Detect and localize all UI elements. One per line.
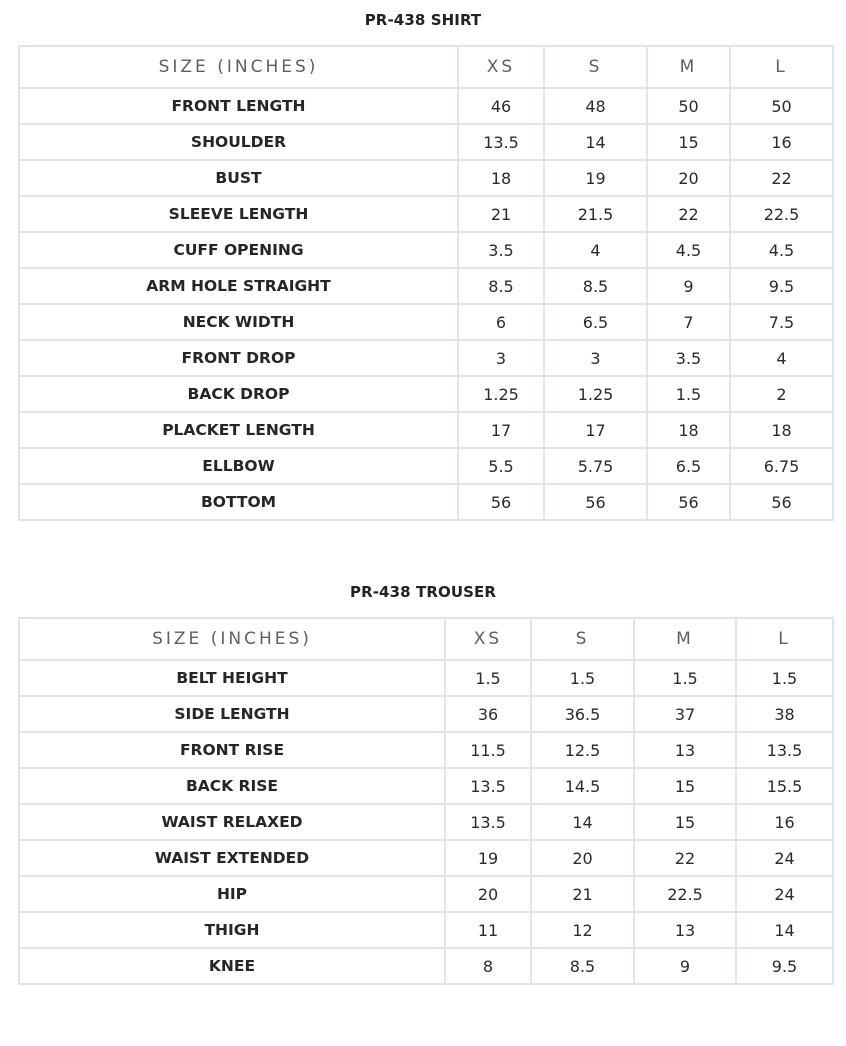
measurement-value-xs: 11.5 [445, 732, 531, 768]
measurement-value-xs: 11 [445, 912, 531, 948]
measurement-value-m: 56 [647, 484, 730, 520]
measurement-label: HIP [19, 876, 445, 912]
shirt-size-chart-title: PR-438 SHIRT [364, 11, 482, 29]
measurement-label: FRONT RISE [19, 732, 445, 768]
measurement-value-m: 22.5 [634, 876, 736, 912]
measurement-value-m: 1.5 [634, 660, 736, 696]
trouser-size-table [18, 617, 834, 985]
measurement-label: WAIST EXTENDED [19, 840, 445, 876]
measurement-value-l: 38 [736, 696, 833, 732]
measurement-label: PLACKET LENGTH [19, 412, 458, 448]
measurement-value-l: 16 [730, 124, 833, 160]
measurement-value-l: 18 [730, 412, 833, 448]
measurement-value-s: 5.75 [544, 448, 647, 484]
measurement-value-s: 20 [531, 840, 634, 876]
measurement-value-xs: 1.25 [458, 376, 544, 412]
measurement-value-s: 1.25 [544, 376, 647, 412]
measurement-value-m: 50 [647, 88, 730, 124]
measurement-value-m: 4.5 [647, 232, 730, 268]
measurement-label: ELLBOW [19, 448, 458, 484]
measurement-value-s: 3 [544, 340, 647, 376]
measurement-label: WAIST RELAXED [19, 804, 445, 840]
measurement-value-xs: 36 [445, 696, 531, 732]
size-header-m: M [634, 618, 736, 660]
measurement-value-xs: 18 [458, 160, 544, 196]
measurement-value-s: 56 [544, 484, 647, 520]
measurement-value-s: 21.5 [544, 196, 647, 232]
measurement-value-xs: 8.5 [458, 268, 544, 304]
measurement-label: BACK RISE [19, 768, 445, 804]
measurement-value-m: 1.5 [647, 376, 730, 412]
measurement-value-xs: 3 [458, 340, 544, 376]
table-row [19, 912, 833, 948]
measurement-label: BACK DROP [19, 376, 458, 412]
measurement-value-l: 22.5 [730, 196, 833, 232]
table-row [19, 948, 833, 984]
table-row [19, 660, 833, 696]
measurement-value-xs: 13.5 [458, 124, 544, 160]
measurement-value-xs: 5.5 [458, 448, 544, 484]
measurement-value-m: 22 [647, 196, 730, 232]
table-row [19, 876, 833, 912]
trouser-size-chart-title: PR-438 TROUSER [349, 583, 497, 601]
table-row [19, 768, 833, 804]
table-header-row [19, 618, 833, 660]
measurement-label: BUST [19, 160, 458, 196]
measurement-value-s: 4 [544, 232, 647, 268]
measurement-value-s: 1.5 [531, 660, 634, 696]
measurement-label: KNEE [19, 948, 445, 984]
measurement-value-l: 9.5 [730, 268, 833, 304]
measurement-value-s: 8.5 [531, 948, 634, 984]
size-header-s: S [544, 46, 647, 88]
measurement-value-s: 14 [544, 124, 647, 160]
measurement-value-l: 4 [730, 340, 833, 376]
measurement-value-s: 14 [531, 804, 634, 840]
measurement-value-xs: 17 [458, 412, 544, 448]
measurement-value-m: 15 [634, 804, 736, 840]
table-row [19, 840, 833, 876]
measurement-value-m: 13 [634, 912, 736, 948]
measurement-value-l: 15.5 [736, 768, 833, 804]
measurement-value-s: 14.5 [531, 768, 634, 804]
measurement-value-s: 12.5 [531, 732, 634, 768]
size-header-m: M [647, 46, 730, 88]
measurement-label: FRONT LENGTH [19, 88, 458, 124]
measurement-label: SLEEVE LENGTH [19, 196, 458, 232]
measurement-value-xs: 13.5 [445, 804, 531, 840]
measurement-value-l: 24 [736, 876, 833, 912]
measurement-value-l: 9.5 [736, 948, 833, 984]
table-row [19, 732, 833, 768]
measurement-value-xs: 3.5 [458, 232, 544, 268]
size-header-xs: XS [445, 618, 531, 660]
size-header-s: S [531, 618, 634, 660]
measurement-value-m: 3.5 [647, 340, 730, 376]
measurement-value-m: 22 [634, 840, 736, 876]
measurement-value-xs: 1.5 [445, 660, 531, 696]
size-column-header: SIZE (INCHES) [19, 46, 458, 88]
measurement-value-m: 15 [634, 768, 736, 804]
measurement-value-xs: 21 [458, 196, 544, 232]
measurement-value-m: 15 [647, 124, 730, 160]
size-column-header: SIZE (INCHES) [19, 618, 445, 660]
measurement-value-s: 36.5 [531, 696, 634, 732]
measurement-value-l: 16 [736, 804, 833, 840]
measurement-value-m: 20 [647, 160, 730, 196]
measurement-value-xs: 13.5 [445, 768, 531, 804]
measurement-value-s: 19 [544, 160, 647, 196]
measurement-label: CUFF OPENING [19, 232, 458, 268]
measurement-value-s: 8.5 [544, 268, 647, 304]
measurement-label: BOTTOM [19, 484, 458, 520]
measurement-value-l: 14 [736, 912, 833, 948]
measurement-value-m: 7 [647, 304, 730, 340]
measurement-value-l: 6.75 [730, 448, 833, 484]
measurement-value-l: 13.5 [736, 732, 833, 768]
measurement-value-xs: 20 [445, 876, 531, 912]
measurement-value-xs: 6 [458, 304, 544, 340]
measurement-value-xs: 19 [445, 840, 531, 876]
measurement-value-s: 6.5 [544, 304, 647, 340]
measurement-label: THIGH [19, 912, 445, 948]
measurement-value-m: 13 [634, 732, 736, 768]
measurement-label: FRONT DROP [19, 340, 458, 376]
measurement-value-l: 56 [730, 484, 833, 520]
measurement-value-xs: 56 [458, 484, 544, 520]
table-row [19, 696, 833, 732]
measurement-value-m: 9 [634, 948, 736, 984]
measurement-value-m: 6.5 [647, 448, 730, 484]
measurement-value-s: 12 [531, 912, 634, 948]
measurement-value-m: 9 [647, 268, 730, 304]
measurement-value-s: 17 [544, 412, 647, 448]
measurement-value-s: 48 [544, 88, 647, 124]
measurement-value-s: 21 [531, 876, 634, 912]
measurement-label: ARM HOLE STRAIGHT [19, 268, 458, 304]
measurement-value-l: 2 [730, 376, 833, 412]
measurement-label: SIDE LENGTH [19, 696, 445, 732]
measurement-value-l: 4.5 [730, 232, 833, 268]
table-row [19, 804, 833, 840]
measurement-label: BELT HEIGHT [19, 660, 445, 696]
size-header-l: L [736, 618, 833, 660]
measurement-value-l: 7.5 [730, 304, 833, 340]
measurement-value-l: 1.5 [736, 660, 833, 696]
measurement-value-xs: 46 [458, 88, 544, 124]
measurement-value-m: 37 [634, 696, 736, 732]
size-header-xs: XS [458, 46, 544, 88]
measurement-value-l: 22 [730, 160, 833, 196]
measurement-value-l: 50 [730, 88, 833, 124]
measurement-value-xs: 8 [445, 948, 531, 984]
measurement-label: SHOULDER [19, 124, 458, 160]
measurement-label: NECK WIDTH [19, 304, 458, 340]
size-header-l: L [730, 46, 833, 88]
measurement-value-l: 24 [736, 840, 833, 876]
measurement-value-m: 18 [647, 412, 730, 448]
